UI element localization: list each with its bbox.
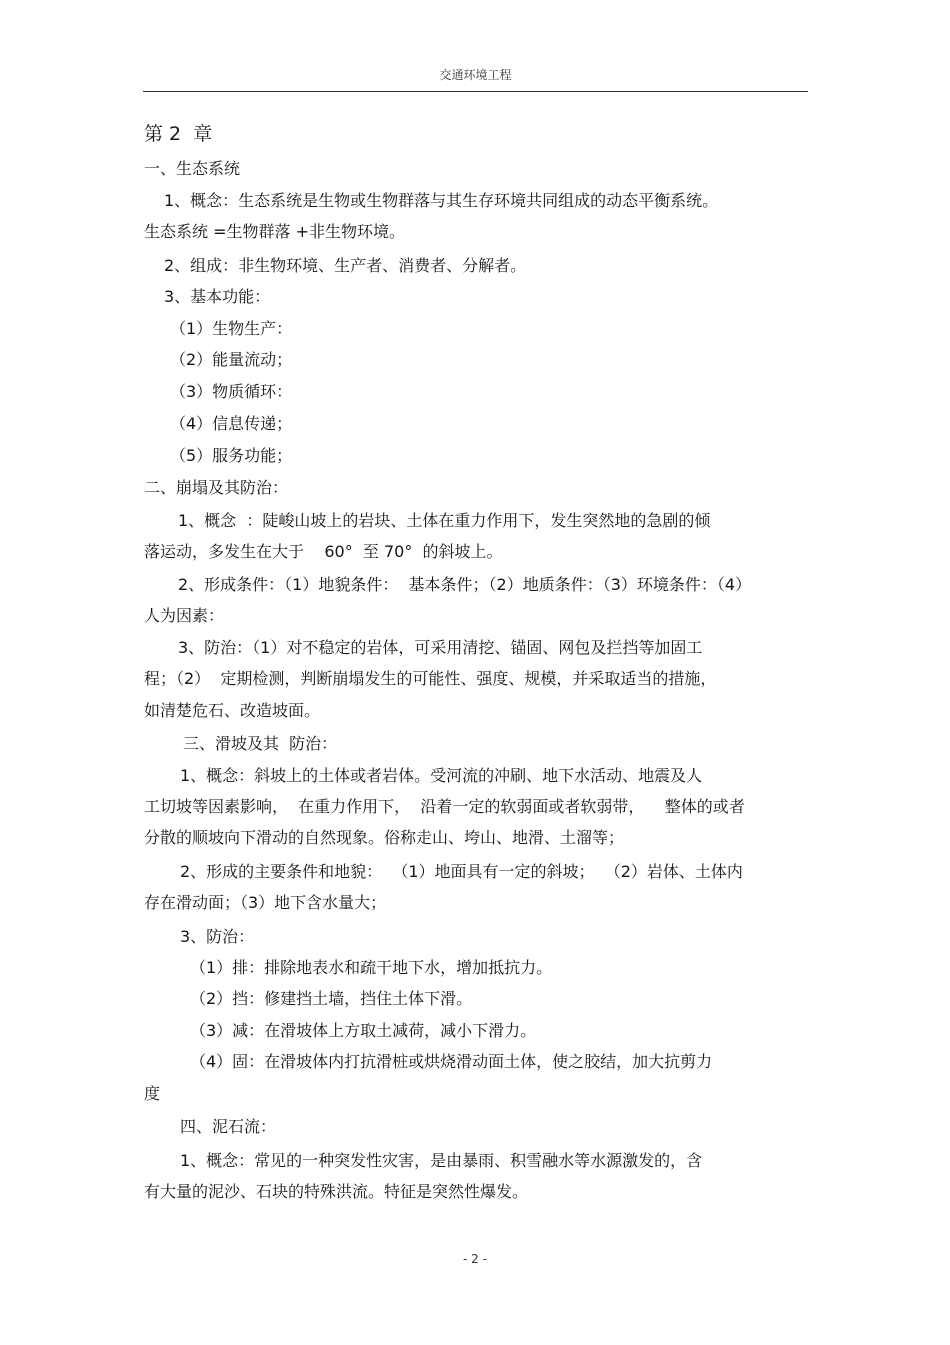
body-line: 3、防治： (180, 927, 255, 946)
list-item: （4）信息传递； (170, 414, 293, 433)
section-heading: 三、滑坡及其 防治： (183, 734, 338, 753)
body-line: 1、概念：斜坡上的土体或者岩体。受河流的冲刷、地下水活动、地震及人 (180, 766, 703, 785)
list-item: （3）减：在滑坡体上方取土减荷，减小下滑力。 (190, 1021, 537, 1040)
body-line: 1、概念：生态系统是生物或生物群落与其生存环境共同组成的动态平衡系统。 (164, 191, 719, 210)
list-item: （1）生物生产： (170, 319, 293, 338)
body-line: 2、形成条件：（1）地貌条件： 基本条件；（2）地质条件：（3）环境条件：（4） (178, 575, 752, 594)
body-line: 人为因素： (144, 606, 225, 625)
section-heading: 二、崩塌及其防治： (144, 478, 289, 497)
list-item: （4）固：在滑坡体内打抗滑桩或烘烧滑动面土体，使之胶结，加大抗剪力 (190, 1052, 713, 1071)
body-line: 如清楚危石、改造坡面。 (144, 701, 321, 720)
list-item: （2）能量流动； (170, 350, 293, 369)
body-line: 生态系统 =生物群落 +非生物环境。 (144, 222, 405, 241)
header-rule (143, 91, 808, 92)
body-line: 程；（2） 定期检测，判断崩塌发生的可能性、强度、规模，并采取适当的措施， (144, 669, 717, 688)
body-line: 1、概念 ：陡峻山坡上的岩块、土体在重力作用下，发生突然地的急剧的倾 (178, 511, 711, 530)
page-number: - 2 - (463, 1252, 487, 1266)
body-line: 度 (144, 1084, 161, 1103)
body-line: 3、防治：（1）对不稳定的岩体，可采用清挖、锚固、网包及拦挡等加固工 (178, 638, 703, 657)
list-item: （5）服务功能； (170, 446, 293, 465)
body-line: 存在滑动面；（3）地下含水量大； (144, 893, 387, 912)
section-heading: 一、生态系统 (144, 159, 241, 178)
running-header: 交通环境工程 (439, 68, 512, 82)
list-item: （1）排：排除地表水和疏干地下水，增加抵抗力。 (190, 958, 553, 977)
body-line: 1、概念：常见的一种突发性灾害，是由暴雨、积雪融水等水源激发的，含 (180, 1151, 703, 1170)
body-line: 2、组成：非生物环境、生产者、消费者、分解者。 (164, 256, 527, 275)
body-line: 2、形成的主要条件和地貌： （1）地面具有一定的斜坡； （2）岩体、土体内 (180, 862, 743, 881)
body-line: 分散的顺坡向下滑动的自然现象。俗称走山、垮山、地滑、土溜等； (144, 828, 625, 847)
chapter-heading: 第 2 章 (144, 123, 213, 145)
section-heading: 四、泥石流： (180, 1117, 277, 1136)
body-line: 落运动，多发生在大于 60° 至 70° 的斜坡上。 (144, 542, 503, 561)
body-line: 3、基本功能： (164, 287, 271, 306)
body-line: 工切坡等因素影响， 在重力作用下， 沿着一定的软弱面或者软弱带， 整体的或者 (144, 797, 745, 816)
list-item: （3）物质循环： (170, 382, 293, 401)
body-line: 有大量的泥沙、石块的特殊洪流。特征是突然性爆发。 (144, 1182, 529, 1201)
list-item: （2）挡：修建挡土墙，挡住土体下滑。 (190, 989, 473, 1008)
